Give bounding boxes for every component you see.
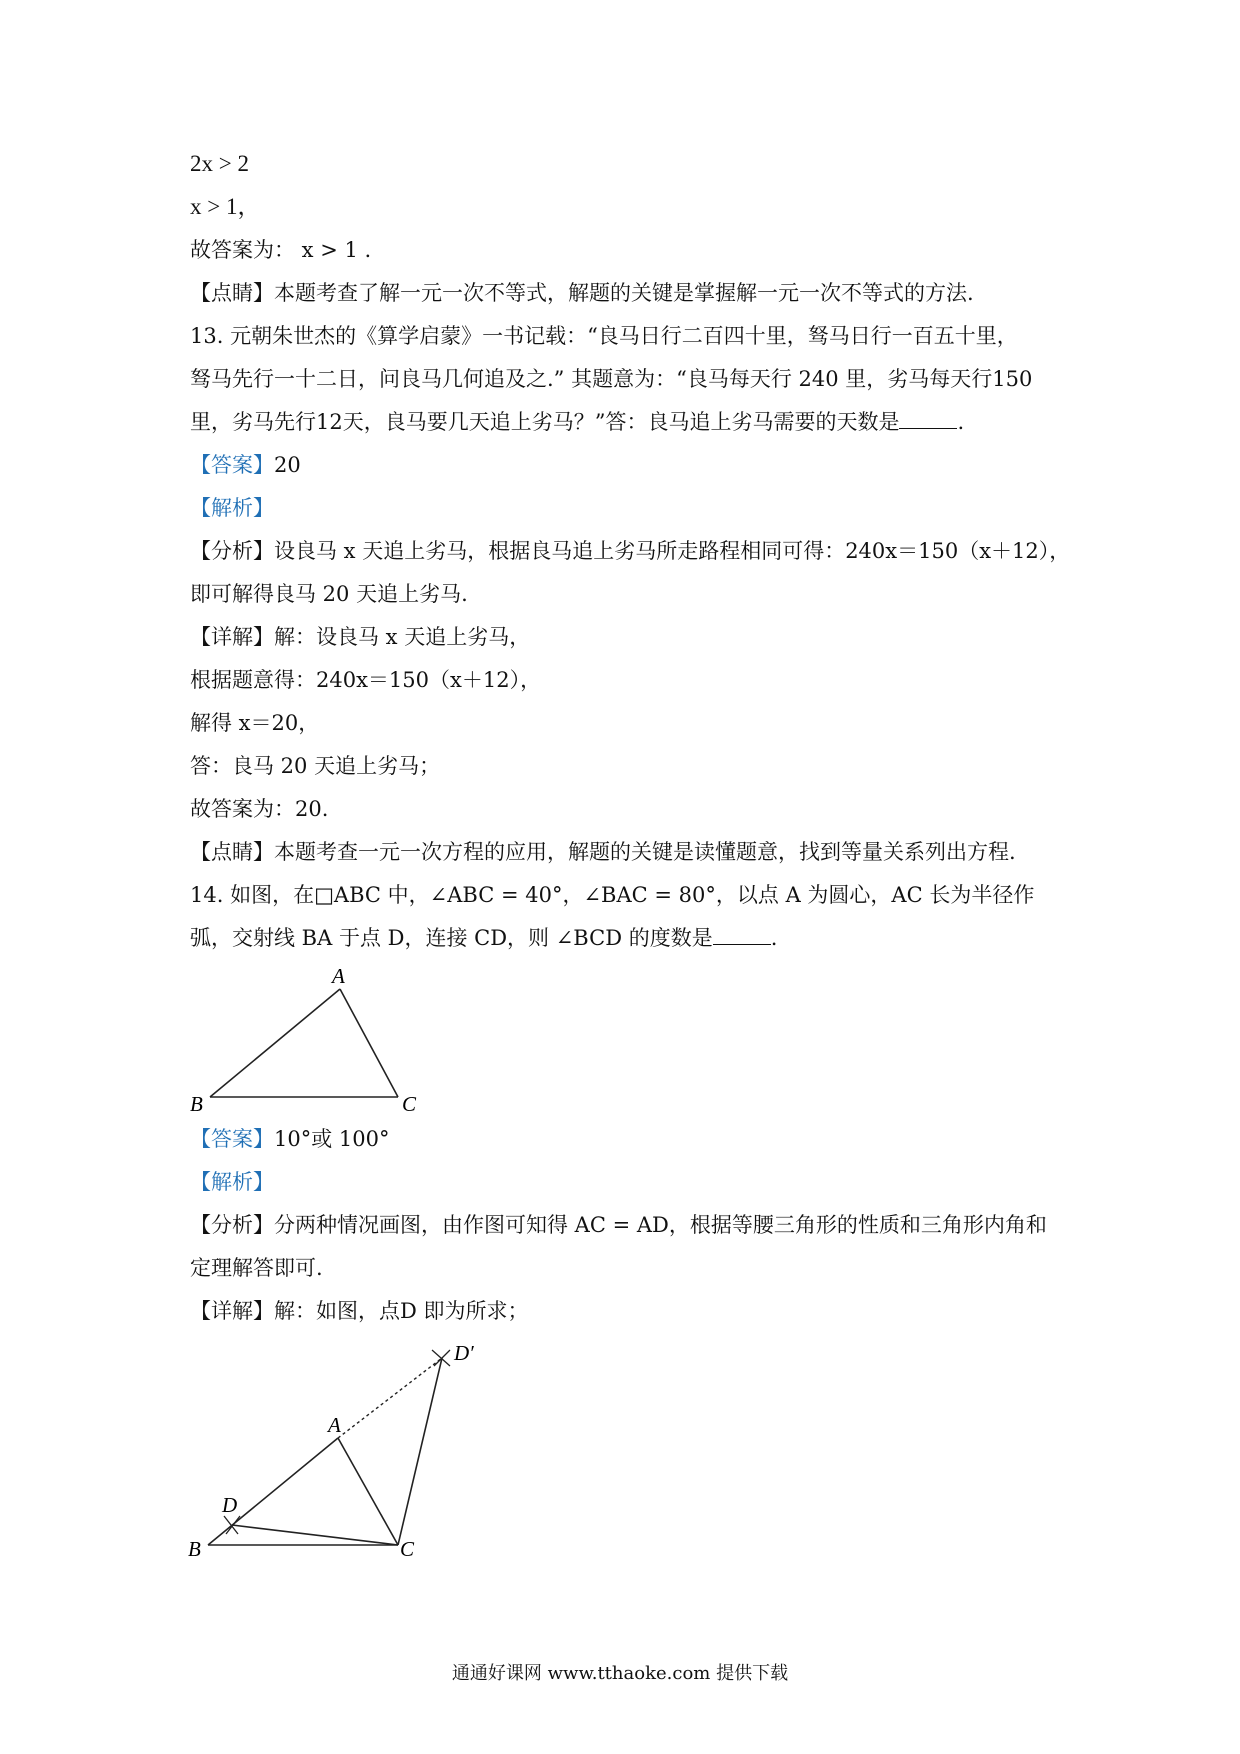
q13-analysis-tag: 【解析】 (190, 496, 274, 520)
side-ac (338, 1438, 398, 1545)
q13-analysis-1: 【分析】设良马 x 天追上劣马，根据良马追上劣马所走路程相同可得：240x＝150（x＋12）， (190, 539, 1071, 563)
remark-13: 【点睛】本题考查一元一次方程的应用，解题的关键是读懂题意，找到等量关系列出方程. (190, 840, 1016, 864)
q14-answer-value: 10°或 100° (274, 1127, 390, 1151)
q13-line-3-text: 里，劣马先行12天，良马要几天追上劣马？”答：良马追上劣马需要的天数是 (190, 410, 900, 434)
q13-line-3 (190, 408, 964, 436)
q14-answer (190, 1125, 389, 1153)
q14-analysis-tag: 【解析】 (190, 1170, 274, 1194)
q13-line-2: 驽马先行一十二日，问良马几何追及之.” 其题意为：“良马每天行 240 里，劣马每天行150 (190, 367, 1033, 391)
q13-detail-2: 根据题意得：240x＝150（x＋12）， (190, 668, 542, 692)
label-c: C (402, 1092, 417, 1115)
ineq-line-2: x > 1， (190, 194, 261, 219)
q14-line-2 (190, 924, 777, 952)
label-a: A (332, 965, 345, 988)
remark-12: 【点睛】本题考查了解一元一次不等式，解题的关键是掌握解一元一次不等式的方法. (190, 281, 974, 305)
q14-analysis-1: 【分析】分两种情况画图，由作图可知得 AC = AD，根据等腰三角形的性质和三角形内角和 (190, 1213, 1047, 1237)
side-ac (340, 989, 398, 1097)
q13-answer (190, 451, 301, 479)
answer-line-12: 故答案为： x > 1 . (190, 238, 372, 262)
q14-line-2-end: . (770, 926, 778, 950)
q14-line-1: 14. 如图，在□ABC 中，∠ABC = 40°，∠BAC = 80°，以点 A 为圆心，AC 长为半径作 (190, 883, 1035, 907)
q13-answer-value: 20 (274, 453, 301, 477)
construction-figure (180, 1320, 520, 1560)
label-d-prime: D′ (454, 1341, 474, 1365)
side-ba (208, 1438, 338, 1545)
q14-line-2-text: 弧，交射线 BA 于点 D，连接 CD，则 ∠BCD 的度数是 (190, 926, 713, 950)
q13-line-3-end: . (957, 410, 965, 434)
label-d: D (222, 1493, 238, 1517)
segment-cd (232, 1525, 398, 1545)
q14-analysis-2: 定理解答即可. (190, 1256, 323, 1280)
q13-detail-5: 故答案为：20. (190, 797, 329, 821)
q13-analysis-2: 即可解得良马 20 天追上劣马. (190, 582, 468, 606)
q14-detail-1: 【详解】解：如图，点D 即为所求； (190, 1299, 529, 1323)
q13-detail-4: 答：良马 20 天追上劣马； (190, 754, 441, 778)
page-footer: 通通好课网 www.tthaoke.com 提供下载 (451, 1663, 789, 1684)
label-c: C (400, 1537, 415, 1560)
q13-blank (899, 410, 957, 429)
label-b: B (190, 1092, 203, 1115)
q13-detail-1: 【详解】解：设良马 x 天追上劣马， (190, 625, 531, 649)
ineq-line-1: 2x > 2 (190, 151, 249, 176)
q13-detail-3: 解得 x＝20， (190, 711, 320, 735)
label-a: A (328, 1413, 341, 1437)
answer-tag: 【答案】 (190, 453, 274, 477)
q14-blank (713, 926, 771, 945)
triangle-figure (180, 965, 440, 1115)
label-b: B (188, 1537, 201, 1560)
q13-line-1: 13. 元朝朱世杰的《算学启蒙》一书记载：“良马日行二百四十里，驽马日行一百五十里， (190, 324, 1018, 348)
answer-tag: 【答案】 (190, 1127, 274, 1151)
side-ba (210, 989, 340, 1097)
